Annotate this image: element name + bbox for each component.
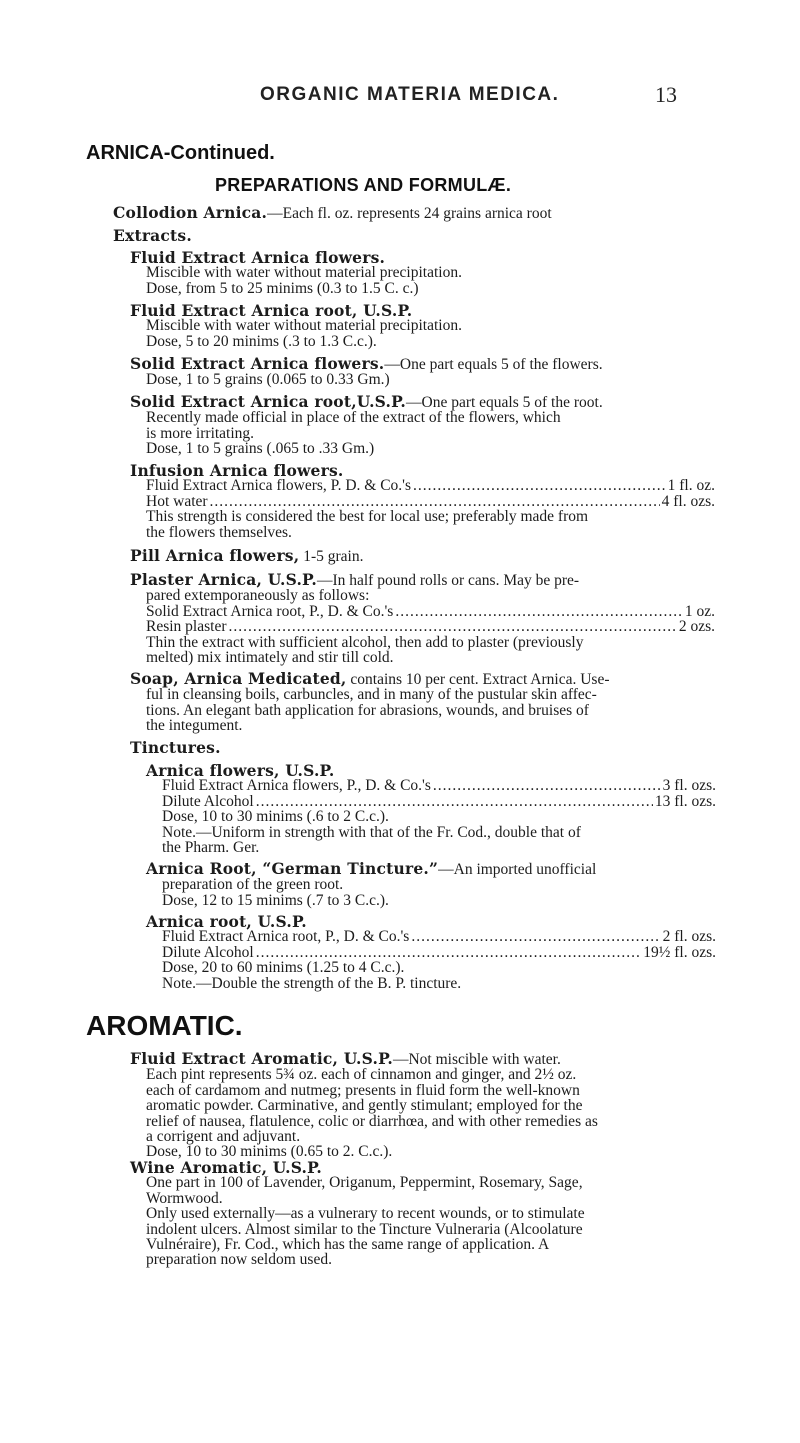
entry-text: —One part equals 5 of the flowers. xyxy=(384,356,603,373)
entry-title: Fluid Extract Aromatic, U.S.P. xyxy=(130,1049,393,1068)
formula-row xyxy=(130,604,715,619)
entry-line: Dose, 12 to 15 minims (.7 to 3 C.c.). xyxy=(162,891,389,909)
entry-line: the integument. xyxy=(146,717,243,735)
quantity: 1 oz. xyxy=(684,602,715,620)
quantity: 13 fl. ozs. xyxy=(654,792,716,810)
entry-line: Miscible with water without material precipitation. xyxy=(146,264,462,282)
entry-text: —Not miscible with water. xyxy=(392,1051,561,1068)
entry-line: the flowers themselves. xyxy=(146,523,292,541)
formula-row xyxy=(146,794,716,809)
entry-line: Dose, 1 to 5 grains (.065 to .33 Gm.) xyxy=(146,440,375,458)
entry-text: —Each fl. oz. represents 24 grains arnica root xyxy=(267,205,552,222)
section-heading-aromatic: AROMATIC. xyxy=(86,1010,243,1041)
formula-row xyxy=(146,778,716,793)
entry-line: melted) mix intimately and stir till cold. xyxy=(146,649,394,667)
entry-pill xyxy=(130,548,730,564)
quantity: 4 fl. ozs. xyxy=(661,492,715,510)
entry-line: relief of nausea, flatulence, colic or diarrhœa, and with other remedies as xyxy=(146,1112,598,1130)
tinctures-heading xyxy=(130,740,730,755)
entry-line: Dose, 1 to 5 grains (0.065 to 0.33 Gm.) xyxy=(146,371,390,389)
entry-tincture-german xyxy=(146,861,746,908)
running-head xyxy=(0,84,800,114)
entry-wine-aromatic xyxy=(130,1160,730,1268)
ingredient: Resin plaster xyxy=(146,618,227,636)
group-heading: Tinctures. xyxy=(130,738,221,757)
entry-text: 1-5 grain. xyxy=(299,548,364,565)
quantity: 2 fl. ozs. xyxy=(662,928,716,946)
entry-line: This strength is considered the best for local use; preferably made from xyxy=(146,508,589,526)
entry-title: Arnica Root, “German Tincture.” xyxy=(146,859,439,878)
entry-tincture-root xyxy=(146,914,716,991)
entry-line: Dose, 10 to 30 minims (0.65 to 2. C.c.). xyxy=(146,1143,393,1161)
ingredient: Fluid Extract Arnica root, P., D. & Co.'s xyxy=(162,928,410,946)
formula-row xyxy=(146,945,716,960)
entry-line: ful in cleansing boils, carbuncles, and in many of the pustular skin affec- xyxy=(146,686,597,704)
entry-title: Infusion Arnica flowers. xyxy=(130,461,344,480)
entry-line: indolent ulcers. Almost similar to the Tincture Vulneraria (Alcoolature xyxy=(146,1220,583,1238)
quantity: 19½ fl. ozs. xyxy=(643,943,716,961)
page-number: 13 xyxy=(655,82,677,107)
entry-line: the Pharm. Ger. xyxy=(162,839,260,857)
entry-title: Arnica flowers, U.S.P. xyxy=(146,761,335,780)
entry-tincture-flowers xyxy=(146,763,716,855)
entry-line: Recently made official in place of the extract of the flowers, which xyxy=(146,409,561,427)
entry-line: One part in 100 of Lavender, Origanum, Peppermint, Rosemary, Sage, xyxy=(146,1174,583,1192)
entry-line: is more irritating. xyxy=(146,424,255,442)
ingredient: Dilute Alcohol xyxy=(162,792,254,810)
preparations-heading: PREPARATIONS AND FORMULÆ. xyxy=(215,175,512,195)
entry-title: Wine Aromatic, U.S.P. xyxy=(130,1158,323,1177)
entry-line: each of cardamom and nutmeg; presents in fluid form the well-known xyxy=(146,1081,580,1099)
entry-collodion xyxy=(113,205,713,221)
formula-row xyxy=(146,929,716,944)
entry-fluid-extract-flowers xyxy=(130,250,730,296)
entry-title: Fluid Extract Arnica root, U.S.P. xyxy=(130,301,413,320)
ingredient: Solid Extract Arnica root, P., D. & Co.'s xyxy=(146,602,394,620)
entry-line: preparation of the green root. xyxy=(162,876,344,894)
entry-line: Only used externally—as a vulnerary to recent wounds, or to stimulate xyxy=(146,1205,585,1223)
entry-line: Thin the extract with sufficient alcohol, then add to plaster (previously xyxy=(146,633,584,651)
entry-line: Vulnéraire), Fr. Cod., which has the same range of application. A xyxy=(146,1236,550,1254)
entry-line: Each pint represents 5¾ oz. each of cinnamon and ginger, and 2½ oz. xyxy=(146,1066,577,1084)
entry-line: Dose, from 5 to 25 minims (0.3 to 1.5 C. c.) xyxy=(146,279,419,297)
ingredient: Fluid Extract Arnica flowers, P. D. & Co.'s xyxy=(146,477,411,495)
ingredient: Hot water xyxy=(146,492,208,510)
entry-soap xyxy=(130,671,730,734)
entry-title: Solid Extract Arnica flowers. xyxy=(130,354,385,373)
running-title: ORGANIC MATERIA MEDICA. xyxy=(260,84,560,105)
entry-infusion xyxy=(130,463,715,540)
entry-title: Soap, Arnica Medicated, xyxy=(130,669,347,688)
entry-title: Pill Arnica flowers, xyxy=(130,546,300,565)
entry-title: Solid Extract Arnica root,U.S.P. xyxy=(130,392,406,411)
entry-line: Dose, 10 to 30 minims (.6 to 2 C.c.). xyxy=(162,808,389,826)
ingredient: Dilute Alcohol xyxy=(162,943,254,961)
entry-line: aromatic powder. Carminative, and gently stimulant; employed for the xyxy=(146,1097,583,1115)
group-heading: Extracts. xyxy=(113,226,192,245)
entry-fluid-extract-root xyxy=(130,303,730,349)
entry-line: Note.—Double the strength of the B. P. tincture. xyxy=(162,974,462,992)
entry-title: Plaster Arnica, U.S.P. xyxy=(130,570,317,589)
formula-row xyxy=(130,619,715,634)
entry-line: Wormwood. xyxy=(146,1189,223,1207)
entry-text: contains 10 per cent. Extract Arnica. Use- xyxy=(346,671,610,688)
entry-title: Collodion Arnica. xyxy=(113,203,268,222)
formula-row xyxy=(130,478,715,493)
quantity: 1 fl. oz. xyxy=(667,477,715,495)
entry-text: —In half pound rolls or cans. May be pre- xyxy=(316,572,580,589)
entry-fluid-extract-aromatic xyxy=(130,1051,730,1160)
entry-solid-extract-flowers xyxy=(130,356,730,388)
entry-line: a corrigent and adjuvant. xyxy=(146,1128,301,1146)
entry-line: Note.—Uniform in strength with that of the Fr. Cod., double that of xyxy=(162,823,581,841)
entry-solid-extract-root xyxy=(130,394,730,457)
entry-text: —One part equals 5 of the root. xyxy=(406,394,603,411)
entry-line: Dose, 20 to 60 minims (1.25 to 4 C.c.). xyxy=(162,959,405,977)
entry-title: Arnica root, U.S.P. xyxy=(146,912,307,931)
formula-row xyxy=(130,494,715,509)
entry-line: Dose, 5 to 20 minims (.3 to 1.3 C.c.). xyxy=(146,332,377,350)
entry-line: preparation now seldom used. xyxy=(146,1251,332,1269)
entry-line: Miscible with water without material precipitation. xyxy=(146,317,462,335)
entry-line: pared extemporaneously as follows: xyxy=(146,587,370,605)
quantity: 2 ozs. xyxy=(678,618,715,636)
entry-title: Fluid Extract Arnica flowers. xyxy=(130,248,386,267)
entry-text: —An imported unofficial xyxy=(438,861,597,878)
ingredient: Fluid Extract Arnica flowers, P., D. & Co.'s xyxy=(162,777,431,795)
quantity: 3 fl. ozs. xyxy=(662,777,716,795)
section-heading-arnica: ARNICA-Continued. xyxy=(86,142,275,164)
entry-plaster xyxy=(130,572,715,665)
entry-line: tions. An elegant bath application for abrasions, wounds, and bruises of xyxy=(146,701,589,719)
extracts-heading xyxy=(113,228,713,243)
